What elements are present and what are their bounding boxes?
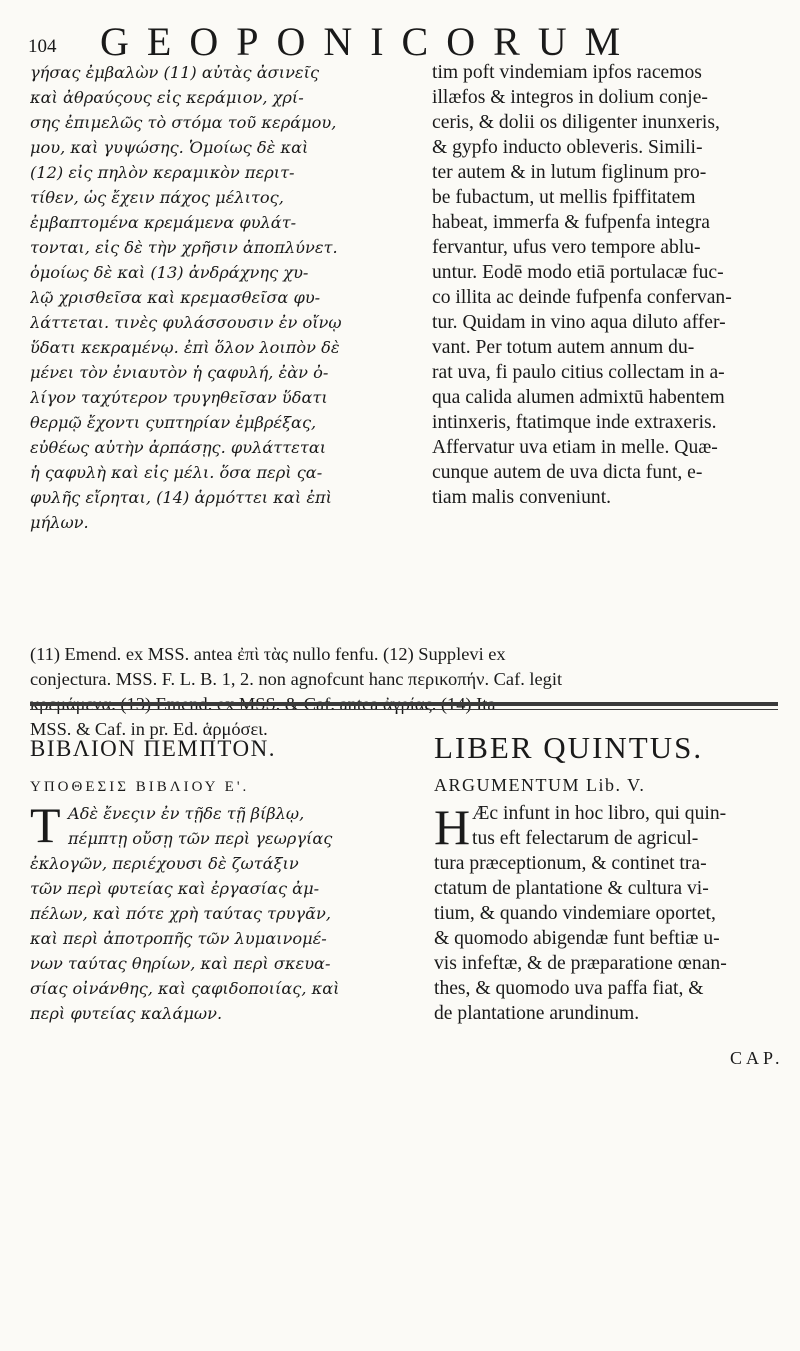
greek-line: (12) εἰς πηλὸν κεραμικὸν περιτ- bbox=[30, 163, 295, 182]
greek-line: θερμῷ ἔχοντι ςυπτηρίαν ἐμβρέξας, bbox=[30, 413, 317, 432]
section-rule-thin bbox=[30, 709, 778, 710]
running-header bbox=[28, 18, 778, 62]
argument-latin-line: vis infeftæ, & de præparatione œnan- bbox=[434, 953, 727, 974]
latin-line: intinxeris, ftatimque inde extraxeris. bbox=[432, 412, 717, 433]
argument-greek-line: καὶ περὶ ἀποτροπῆς τῶν λυμαινομέ- bbox=[30, 929, 327, 948]
argument-greek-line: τῶν περὶ φυτείας καὶ ἐργασίας ἀμ- bbox=[30, 879, 320, 898]
latin-line: co illita ac deinde fufpenfa confervan- bbox=[432, 287, 732, 308]
greek-text-column bbox=[30, 60, 410, 635]
greek-line: ὁμοίως δὲ καὶ (13) ἀνδράχνης χυ- bbox=[30, 263, 309, 282]
latin-line: vant. Per totum autem annum du- bbox=[432, 337, 695, 358]
footnote-line: conjectura. MSS. F. L. B. 1, 2. non agnofcunt hanc περικοπήν. Caf. legit bbox=[30, 669, 563, 689]
argument-latin-line: Æc infunt in hoc libro, qui quin- bbox=[472, 803, 727, 824]
argument-latin-line: & quomodo abigendæ funt beftiæ u- bbox=[434, 928, 720, 949]
greek-line: ὕδατι κεκραμένῳ. ἐπὶ ὅλον λοιπὸν δὲ bbox=[30, 338, 340, 357]
book-title-greek: ΒΙΒΛΙΟΝ ΠΕΜΠΤΟΝ. bbox=[30, 736, 276, 761]
argument-greek-line: πέμπτῃ οὔσῃ τῶν περὶ γεωργίας bbox=[68, 829, 333, 848]
argument-greek-line: περὶ φυτείας καλάμων. bbox=[30, 1004, 223, 1023]
greek-line: καὶ ἀθραύςους εἰς κεράμιον, χρί- bbox=[30, 88, 304, 107]
argument-greek-line: ἐκλογῶν, περιέχουσι δὲ ζωτάξιν bbox=[30, 854, 299, 873]
latin-line: cunque autem de uva dicta funt, e- bbox=[432, 462, 703, 483]
latin-text-column bbox=[432, 60, 778, 635]
greek-line: λίγον ταχύτερον τρυγηθεῖσαν ὕδατι bbox=[30, 388, 328, 407]
latin-line: fervantur, ufus vero tempore ablu- bbox=[432, 237, 701, 258]
latin-line: tiam malis conveniunt. bbox=[432, 487, 612, 508]
dropcap-latin: H bbox=[434, 799, 471, 855]
greek-line: μήλων. bbox=[30, 513, 89, 532]
greek-line: γήσας ἐμβαλὼν (11) αὐτὰς ἀσινεῖς bbox=[30, 63, 320, 82]
greek-line: ἡ ςαφυλὴ καὶ εἰς μέλι. ὅσα περὶ ςα- bbox=[30, 463, 323, 482]
footnote-line: (11) Emend. ex MSS. antea ἐπὶ τὰς nullo fenfu. (12) Supplevi ex bbox=[30, 644, 506, 664]
greek-line: τονται, εἰς δὲ τὴν χρῆσιν ἀποπλύνετ. bbox=[30, 238, 338, 257]
latin-line: tim poft vindemiam ipfos racemos bbox=[432, 62, 702, 83]
greek-line: λῷ χρισθεῖσα καὶ κρεμασθεῖσα φυ- bbox=[30, 288, 321, 307]
greek-line: ἐμβαπτομένα κρεμάμενα φυλάτ- bbox=[30, 213, 297, 232]
argument-greek-line: πέλων, καὶ πότε χρὴ ταύτας τρυγᾶν, bbox=[30, 904, 332, 923]
argument-greek-column bbox=[30, 797, 410, 1026]
section-rule-thick bbox=[30, 702, 778, 706]
argument-greek-line: νων ταύτας θηρίων, καὶ περὶ σκευα- bbox=[30, 954, 331, 973]
argument-heading-greek: ΥΠΟΘΕΣΙΣ ΒΙΒΛΙΟΥ Ε'. bbox=[30, 779, 250, 795]
greek-line: εὐθέως αὐτὴν ἀρπάσῃς. φυλάττεται bbox=[30, 438, 327, 457]
running-title: GEOPONICORUM bbox=[100, 19, 639, 64]
catchword: CAP. bbox=[730, 1048, 784, 1068]
argument-greek-line: Αδὲ ἔνεςιν ἐν τῇδε τῇ βίβλῳ, bbox=[68, 804, 305, 823]
book-title-latin: LIBER QUINTUS. bbox=[434, 730, 704, 765]
greek-line: σης ἐπιμελῶς τὸ στόμα τοῦ κεράμου, bbox=[30, 113, 337, 132]
greek-line: μου, καὶ γυψώσης. Ὁμοίως δὲ καὶ bbox=[30, 138, 309, 157]
argument-latin-line: tus eft felectarum de agricul- bbox=[472, 828, 699, 849]
argument-latin-line: tium, & quando vindemiare oportet, bbox=[434, 903, 716, 924]
argument-latin-line: tura præceptionum, & continet tra- bbox=[434, 853, 707, 874]
latin-line: Affervatur uva etiam in melle. Quæ- bbox=[432, 437, 718, 458]
dropcap-greek: Τ bbox=[30, 797, 61, 853]
latin-line: ter autem & in lutum figlinum pro- bbox=[432, 162, 707, 183]
greek-line: μένει τὸν ἐνιαυτὸν ἡ ςαφυλή, ἐὰν ὀ- bbox=[30, 363, 329, 382]
greek-line: τίθεν, ὡς ἔχειν πάχος μέλιτος, bbox=[30, 188, 284, 207]
latin-line: & gypfo inducto obleveris. Simili- bbox=[432, 137, 703, 158]
latin-line: qua calida alumen admixtū habentem bbox=[432, 387, 725, 408]
argument-latin-line: ctatum de plantatione & cultura vi- bbox=[434, 878, 709, 899]
latin-line: ceris, & dolii os diligenter inunxeris, bbox=[432, 112, 720, 133]
argument-latin-line: de plantatione arundinum. bbox=[434, 1003, 640, 1024]
latin-line: illæfos & integros in dolium conje- bbox=[432, 87, 708, 108]
latin-line: be fubactum, ut mellis fpiffitatem bbox=[432, 187, 696, 208]
footnote-line: MSS. & Caf. in pr. Ed. ἁρμόσει. bbox=[30, 719, 268, 739]
greek-line: λάττεται. τινὲς φυλάσσουσιν ἐν οἴνῳ bbox=[30, 313, 342, 332]
argument-greek-line: σίας οἰνάνθης, καὶ ςαφιδοποιίας, καὶ bbox=[30, 979, 340, 998]
page-number: 104 bbox=[28, 36, 57, 57]
argument-latin-column bbox=[434, 801, 780, 1026]
argument-heading-latin: ARGUMENTUM Lib. V. bbox=[434, 775, 646, 795]
latin-line: rat uva, fi paulo citius collectam in a- bbox=[432, 362, 725, 383]
greek-line: φυλῆς εἴρηται, (14) ἁρμόττει καὶ ἐπὶ bbox=[30, 488, 333, 507]
argument-latin-line: thes, & quomodo uva paffa fiat, & bbox=[434, 978, 704, 999]
latin-line: tur. Quidam in vino aqua diluto affer- bbox=[432, 312, 726, 333]
latin-line: habeat, immerfa & fufpenfa integra bbox=[432, 212, 710, 233]
latin-line: untur. Eodē modo etiā portulacæ fuc- bbox=[432, 262, 724, 283]
footnotes bbox=[30, 642, 790, 742]
